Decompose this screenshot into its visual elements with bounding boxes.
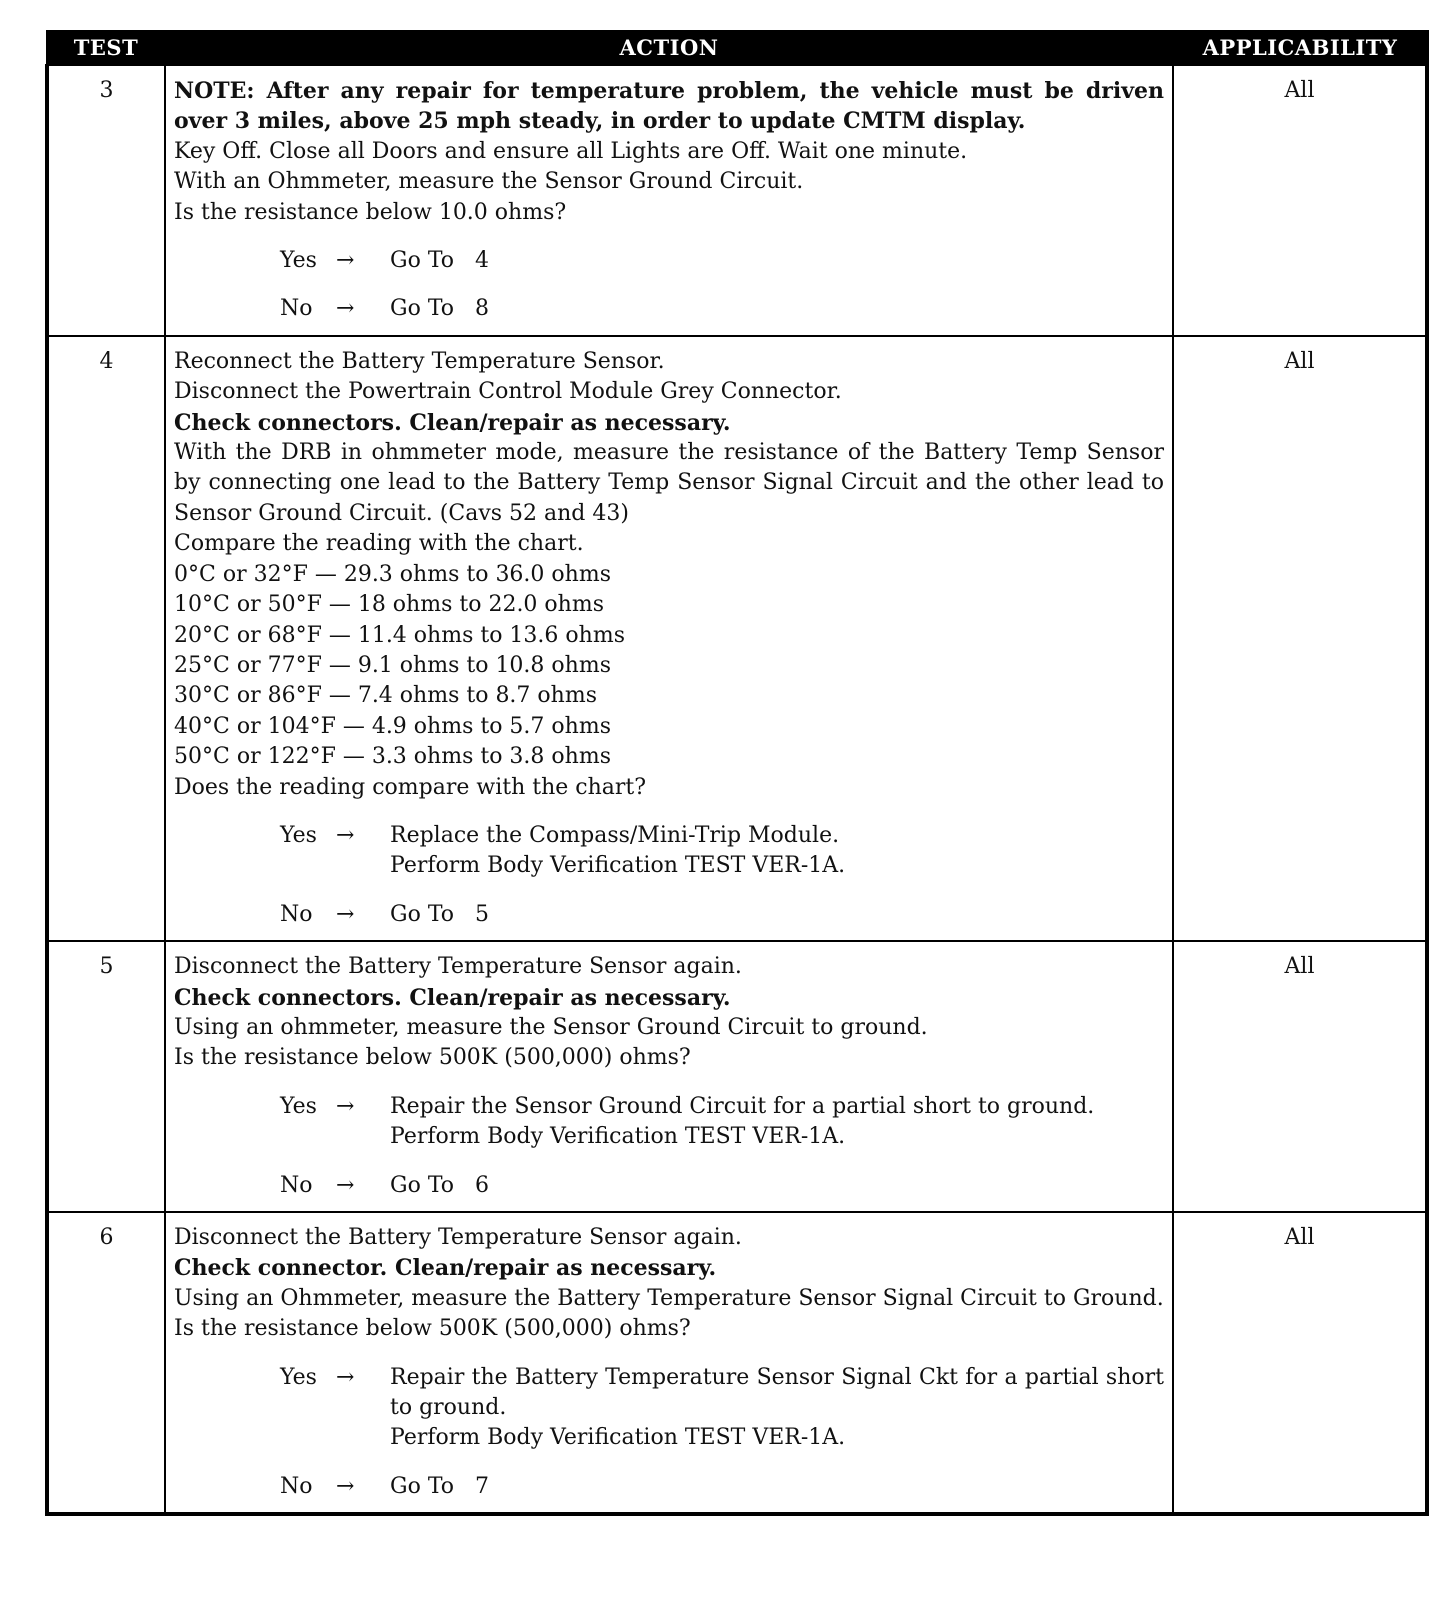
branch-result-line: Perform Body Verification TEST VER-1A. [390, 1425, 846, 1451]
branch-result [390, 1092, 1164, 1153]
test-number: 5 [47, 941, 165, 1212]
branch-result [390, 1171, 1164, 1201]
arrow-right-icon: → [336, 248, 355, 274]
action-step: Disconnect the Battery Temperature Sensor again. [174, 1225, 742, 1250]
action-note: Check connector. Clean/repair as necessary. [174, 1255, 717, 1282]
action-step: Key Off. Close all Doors and ensure all Lights are Off. Wait one minute. [174, 138, 968, 164]
action-step: 20°C or 68°F — 11.4 ohms to 13.6 ohms [174, 622, 625, 648]
test-number: 4 [47, 336, 165, 941]
action-step: Does the reading compare with the chart? [174, 774, 647, 800]
branch-result [390, 294, 1164, 324]
action-step: Using an Ohmmeter, measure the Battery Temperature Sensor Signal Circuit to Ground. [174, 1285, 1164, 1311]
branch-no [280, 294, 1164, 324]
action-cell [165, 1212, 1173, 1514]
branch-result-line: Repair the Battery Temperature Sensor Signal Ckt for a partial short to ground. [390, 1364, 1171, 1421]
applicability-value: All [1173, 941, 1427, 1212]
table-row [47, 65, 1427, 336]
branch-result-line: Perform Body Verification TEST VER-1A. [390, 1124, 846, 1150]
arrow-right-icon: → [336, 1172, 355, 1198]
action-step: 40°C or 104°F — 4.9 ohms to 5.7 ohms [174, 713, 611, 739]
action-step: Is the resistance below 500K (500,000) ohms? [174, 1316, 691, 1342]
action-note: NOTE: After any repair for temperature problem, the vehicle must be driven over 3 miles, above 25 mph steady, in order to update CMTM display. [174, 78, 1164, 135]
branch-label: No [280, 1172, 313, 1198]
action-step: 50°C or 122°F — 3.3 ohms to 3.8 ohms [174, 744, 611, 770]
branch-result [390, 900, 1164, 930]
action-step: Using an ohmmeter, measure the Sensor Ground Circuit to ground. [174, 1014, 928, 1040]
branch-list [174, 821, 1164, 930]
branch-result-line: Go To 6 [390, 1172, 489, 1198]
branch-no [280, 1171, 1164, 1201]
branch-result-line: Go To 8 [390, 296, 489, 322]
action-step: 30°C or 86°F — 7.4 ohms to 8.7 ohms [174, 683, 597, 709]
table-row [47, 336, 1427, 941]
branch-result-line: Go To 5 [390, 901, 489, 927]
action-step: Disconnect the Battery Temperature Sensor again. [174, 954, 742, 980]
header-action: ACTION [165, 30, 1173, 65]
branch-list [174, 1092, 1164, 1201]
applicability-value: All [1173, 65, 1427, 336]
arrow-right-icon: → [336, 1093, 355, 1119]
action-step: Compare the reading with the chart. [174, 531, 584, 557]
branch-list [174, 246, 1164, 325]
branch-list [174, 1363, 1171, 1503]
action-cell [165, 336, 1173, 941]
branch-result [390, 1363, 1171, 1454]
branch-result [390, 246, 1164, 276]
diagnostic-test-table [45, 30, 1429, 1516]
arrow-right-icon: → [336, 1473, 355, 1499]
branch-result-line: Perform Body Verification TEST VER-1A. [390, 853, 846, 879]
header-applicability: APPLICABILITY [1173, 30, 1427, 65]
action-step: 0°C or 32°F — 29.3 ohms to 36.0 ohms [174, 561, 611, 587]
branch-label: Yes [280, 1364, 317, 1390]
branch-label: Yes [280, 1093, 317, 1119]
test-number: 6 [47, 1212, 165, 1514]
branch-yes [280, 1092, 1164, 1153]
arrow-right-icon: → [336, 296, 355, 322]
arrow-right-icon: → [336, 901, 355, 927]
branch-label: No [280, 296, 313, 322]
action-cell [165, 941, 1173, 1212]
branch-label: No [280, 901, 313, 927]
branch-label: Yes [280, 822, 317, 848]
table-header-row [47, 30, 1427, 65]
branch-result [390, 821, 1164, 882]
action-note: Check connectors. Clean/repair as necessary. [174, 409, 731, 436]
branch-yes [280, 1363, 1171, 1454]
branch-result-line: Repair the Sensor Ground Circuit for a partial short to ground. [390, 1093, 1095, 1119]
branch-no [280, 900, 1164, 930]
action-note: Check connectors. Clean/repair as necessary. [174, 984, 731, 1011]
action-step: With an Ohmmeter, measure the Sensor Ground Circuit. [174, 169, 804, 195]
applicability-value: All [1173, 336, 1427, 941]
action-step: Reconnect the Battery Temperature Sensor. [174, 348, 665, 374]
table-body [47, 65, 1427, 1514]
branch-result-line: Replace the Compass/Mini-Trip Module. [390, 822, 840, 848]
header-test: TEST [47, 30, 165, 65]
table-row [47, 941, 1427, 1212]
arrow-right-icon: → [336, 1364, 355, 1390]
branch-result [390, 1472, 1164, 1502]
action-step: Is the resistance below 10.0 ohms? [174, 199, 567, 225]
table-row [47, 1212, 1427, 1514]
action-step: Is the resistance below 500K (500,000) ohms? [174, 1045, 691, 1071]
action-step: Disconnect the Powertrain Control Module Grey Connector. [174, 379, 842, 405]
branch-result-line: Go To 7 [390, 1473, 489, 1499]
action-step: With the DRB in ohmmeter mode, measure the resistance of the Battery Temp Sensor by connecting one lead to the Battery Temp Sensor Signal Circuit and the other lead to Sensor Ground Circuit. (Cavs 52 and 43) [174, 440, 1164, 526]
branch-yes [280, 821, 1164, 882]
action-step: 25°C or 77°F — 9.1 ohms to 10.8 ohms [174, 652, 611, 678]
test-number: 3 [47, 65, 165, 336]
applicability-value: All [1173, 1212, 1427, 1514]
action-step: 10°C or 50°F — 18 ohms to 22.0 ohms [174, 592, 604, 618]
action-cell [165, 65, 1173, 336]
arrow-right-icon: → [336, 822, 355, 848]
branch-label: No [280, 1473, 313, 1499]
branch-no [280, 1472, 1164, 1502]
branch-result-line: Go To 4 [390, 248, 489, 274]
diagnostic-test-document [45, 30, 1425, 1516]
branch-label: Yes [280, 248, 317, 274]
branch-yes [280, 246, 1164, 276]
